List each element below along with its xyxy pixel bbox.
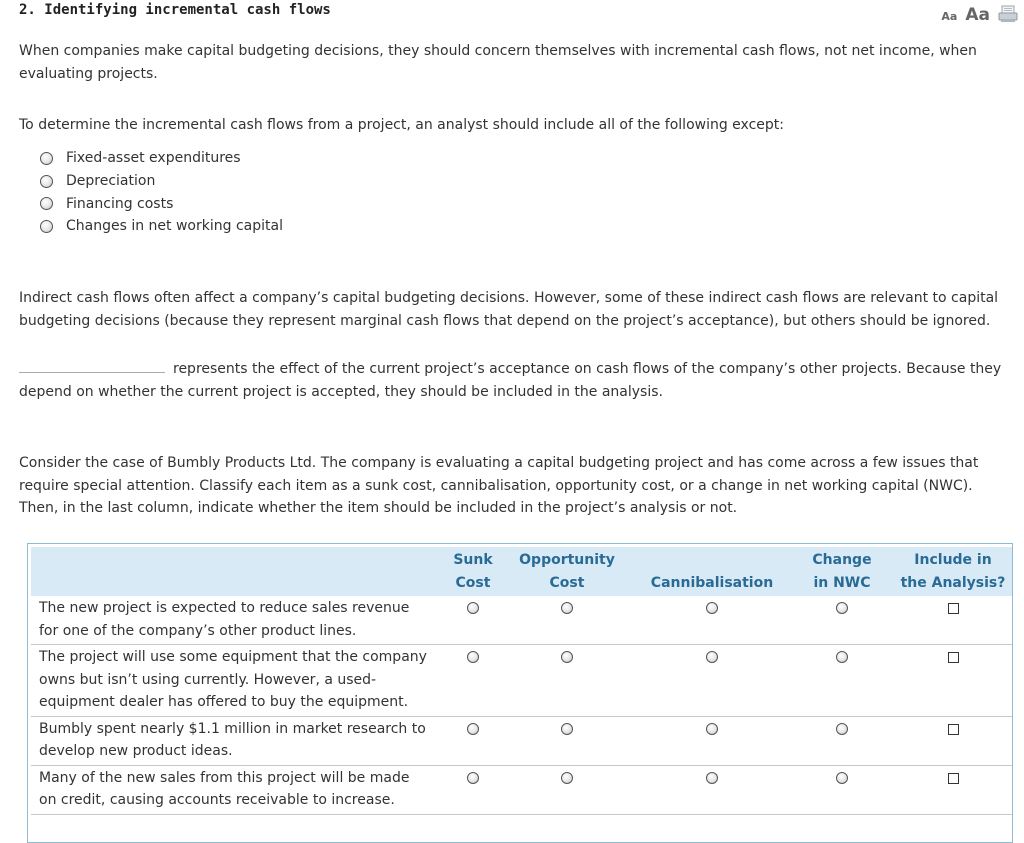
row-item-text: The new project is expected to reduce sales revenue for one of the company’s other product lines. — [31, 596, 443, 645]
radio-cannibalisation[interactable] — [706, 651, 718, 663]
table-row — [31, 596, 1013, 645]
classification-table — [31, 547, 1013, 815]
option-changes-in-nwc[interactable] — [40, 215, 283, 238]
radio-cannibalisation[interactable] — [706, 723, 718, 735]
radio-sunk-cost[interactable] — [467, 723, 479, 735]
radio-button[interactable] — [40, 220, 53, 233]
radio-opportunity-cost[interactable] — [561, 651, 573, 663]
header-change-in-nwc: Change in NWC — [793, 547, 891, 596]
option-depreciation[interactable] — [40, 170, 283, 193]
option-label: Financing costs — [66, 195, 174, 212]
radio-cannibalisation[interactable] — [706, 602, 718, 614]
option-label: Fixed-asset expenditures — [66, 150, 241, 167]
radio-change-in-nwc[interactable] — [836, 723, 848, 735]
question-title: 2. Identifying incremental cash flows — [19, 2, 331, 18]
indirect-cash-flows-text: Indirect cash flows often affect a company’s capital budgeting decisions. However, some of these indirect cash flows are relevant to capital budgeting decisions (because they represent marginal cash flows that depend on the project’s acceptance), but others should be ignored. — [19, 290, 999, 329]
radio-change-in-nwc[interactable] — [836, 651, 848, 663]
option-label: Depreciation — [66, 173, 156, 190]
table-row — [31, 765, 1013, 814]
question1-prompt: To determine the incremental cash flows from a project, an analyst should include all of the following except: — [19, 117, 784, 133]
toolbar — [941, 2, 1018, 25]
font-size-large-button[interactable]: Aa — [965, 5, 990, 25]
fill-in-text: represents the effect of the current project’s acceptance on cash flows of the company’s other projects. Because they depend on whether the current project is accepted, they should be included in the analysis. — [19, 361, 1002, 400]
option-label: Changes in net working capital — [66, 218, 283, 235]
header-sunk-cost: Sunk Cost — [443, 547, 503, 596]
option-financing-costs[interactable] — [40, 192, 283, 215]
table-row — [31, 716, 1013, 765]
radio-cannibalisation[interactable] — [706, 772, 718, 784]
row-item-text: Many of the new sales from this project will be made on credit, causing accounts receivable to increase. — [31, 765, 443, 814]
option-fixed-asset-expenditures[interactable] — [40, 147, 283, 170]
intro-text: When companies make capital budgeting decisions, they should concern themselves with incremental cash flows, not net income, when evaluating projects. — [19, 43, 977, 82]
radio-opportunity-cost[interactable] — [561, 723, 573, 735]
include-checkbox[interactable] — [948, 724, 959, 735]
header-include-in-analysis: Include in the Analysis? — [891, 547, 1013, 596]
classification-table-container — [27, 543, 1013, 843]
case-description: Consider the case of Bumbly Products Ltd. The company is evaluating a capital budgeting project and has come across a few issues that require special attention. Classify each item as a sunk cost, cannibalisation, opportunity cost, or a change in net working capital (NWC). Then, in the last column, indicate whether the item should be included in the project’s analysis or not. — [19, 455, 979, 516]
question1-options — [40, 147, 283, 238]
table-header-row — [31, 547, 1013, 596]
header-opportunity-cost: Opportunity Cost — [503, 547, 631, 596]
radio-sunk-cost[interactable] — [467, 602, 479, 614]
include-checkbox[interactable] — [948, 652, 959, 663]
radio-button[interactable] — [40, 152, 53, 165]
header-cannibalisation: Cannibalisation — [631, 547, 793, 596]
radio-button[interactable] — [40, 175, 53, 188]
font-size-small-button[interactable]: Aa — [941, 10, 958, 23]
fill-in-dropdown[interactable] — [19, 356, 165, 373]
radio-change-in-nwc[interactable] — [836, 602, 848, 614]
radio-opportunity-cost[interactable] — [561, 772, 573, 784]
row-item-text: Bumbly spent nearly $1.1 million in market research to develop new product ideas. — [31, 716, 443, 765]
radio-change-in-nwc[interactable] — [836, 772, 848, 784]
header-item — [31, 547, 443, 596]
table-row — [31, 645, 1013, 717]
print-icon[interactable] — [998, 2, 1018, 24]
radio-sunk-cost[interactable] — [467, 651, 479, 663]
include-checkbox[interactable] — [948, 603, 959, 614]
radio-button[interactable] — [40, 197, 53, 210]
row-item-text: The project will use some equipment that the company owns but isn’t using currently. However, a used-equipment dealer has offered to buy the equipment. — [31, 645, 443, 717]
radio-opportunity-cost[interactable] — [561, 602, 573, 614]
fill-in-question — [19, 356, 1009, 403]
include-checkbox[interactable] — [948, 773, 959, 784]
radio-sunk-cost[interactable] — [467, 772, 479, 784]
